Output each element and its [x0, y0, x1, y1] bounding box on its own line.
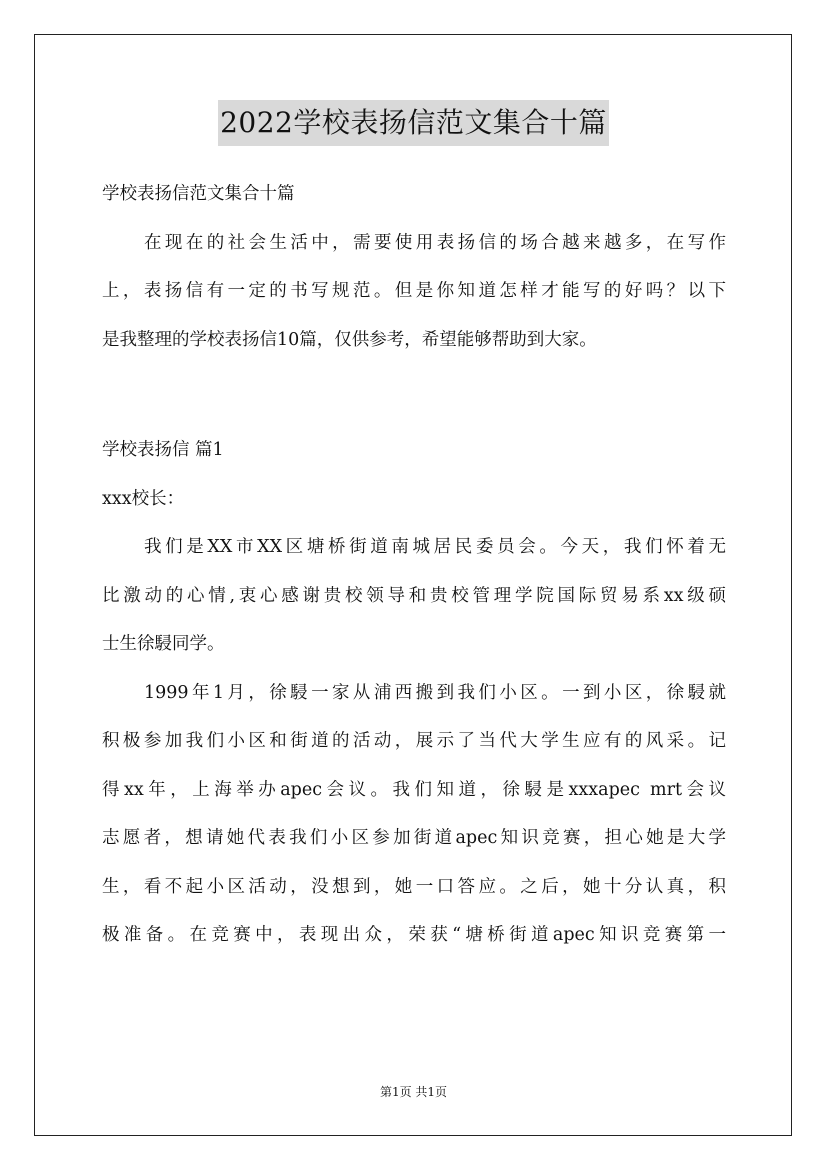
- title-container: [0, 100, 827, 146]
- blank-gap: [102, 364, 726, 426]
- paragraph-line: 1999年1月，徐駸一家从浦西搬到我们小区。一到小区，徐駸就: [144, 682, 726, 703]
- letter-paragraph-1: [102, 523, 726, 669]
- document-body: [102, 170, 726, 960]
- letter-paragraph-2: [102, 669, 726, 960]
- document-title: 2022学校表扬信范文集合十篇: [218, 100, 609, 146]
- page-number-footer: 第1页 共1页: [379, 1085, 448, 1099]
- paragraph-line: 生，看不起小区活动，没想到，她一口答应。之后，她十分认真，积: [102, 876, 726, 897]
- paragraph-line: 得xx年，上海举办apec会议。我们知道，徐駸是xxxapec mrt会议: [102, 779, 726, 800]
- paragraph-line: 极准备。在竞赛中，表现出众，荣获“塘桥街道apec知识竞赛第一: [102, 925, 726, 945]
- paragraph-line: 我们是XX市XX区塘桥街道南城居民委员会。今天，我们怀着无: [144, 537, 726, 557]
- intro-paragraph: [102, 219, 726, 365]
- salutation: xxx校长：: [102, 488, 185, 509]
- paragraph-line: 积极参加我们小区和街道的活动，展示了当代大学生应有的风采。记: [102, 731, 726, 751]
- paragraph-line: 士生徐駸同学。: [102, 634, 225, 654]
- section-heading: 学校表扬信 篇1: [102, 440, 224, 460]
- paragraph-line: 是我整理的学校表扬信10篇，仅供参考，希望能够帮助到大家。: [102, 329, 597, 350]
- paragraph-line: 比激动的心情,衷心感谢贵校领导和贵校管理学院国际贸易系xx级硕: [102, 585, 726, 606]
- subtitle: 学校表扬信范文集合十篇: [102, 184, 295, 204]
- paragraph-line: 志愿者，想请她代表我们小区参加街道apec知识竞赛，担心她是大学: [102, 828, 726, 848]
- paragraph-line: 上，表扬信有一定的书写规范。但是你知道怎样才能写的好吗？以下: [102, 281, 726, 301]
- paragraph-line: 在现在的社会生活中，需要使用表扬信的场合越来越多，在写作: [144, 232, 726, 253]
